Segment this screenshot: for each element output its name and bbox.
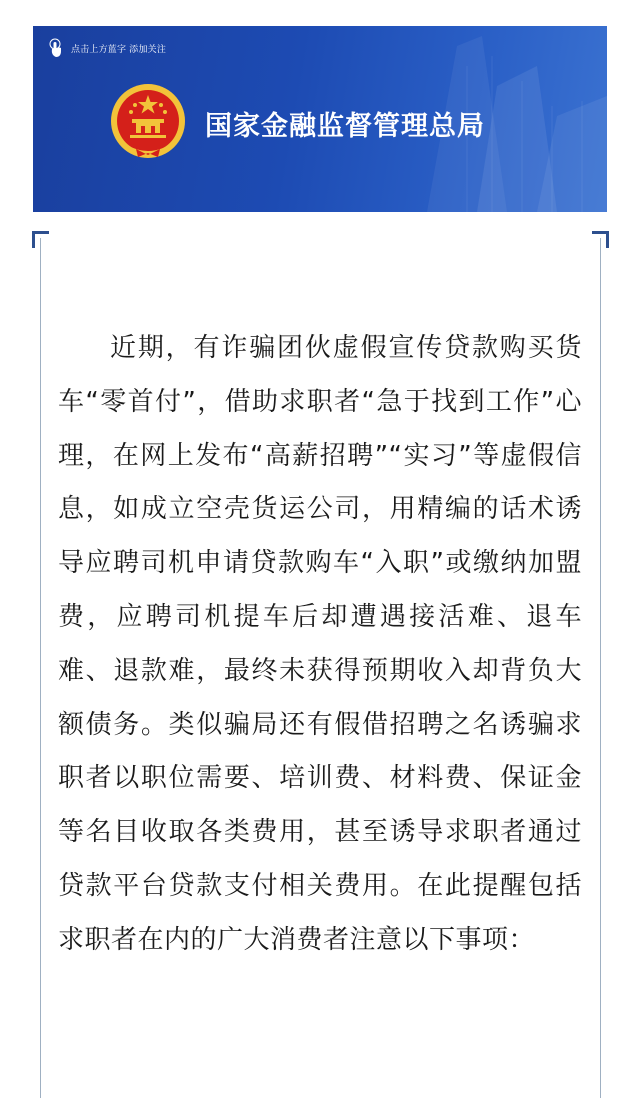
article-paragraph: 近期，有诈骗团伙虚假宣传贷款购买货车“零首付”，借助求职者“急于找到工作”心理，在网上发布“高薪招聘”“实习”等虚假信息，如成立空壳货运公司，用精编的话术诱导应聘司机申请贷款购车“入职”或缴纳加盟费，应聘司机提车后却遭遇接活难、退车难、退款难，最终未获得预期收入却背负大额债务。类似骗局还有假借招聘之名诱骗求职者以职位需要、培训费、材料费、保证金等名目收取各类费用，甚至诱导求职者通过贷款平台贷款支付相关费用。在此提醒包括求职者在内的广大消费者注意以下事项： [58, 333, 582, 955]
follow-hint-text: 点击上方蓝字 添加关注 [71, 44, 167, 55]
national-emblem-icon [108, 81, 188, 161]
tap-finger-icon [47, 38, 65, 58]
follow-hint[interactable] [47, 38, 166, 58]
header-banner [33, 26, 607, 212]
org-name-title: 国家金融监督管理总局 [205, 111, 485, 142]
